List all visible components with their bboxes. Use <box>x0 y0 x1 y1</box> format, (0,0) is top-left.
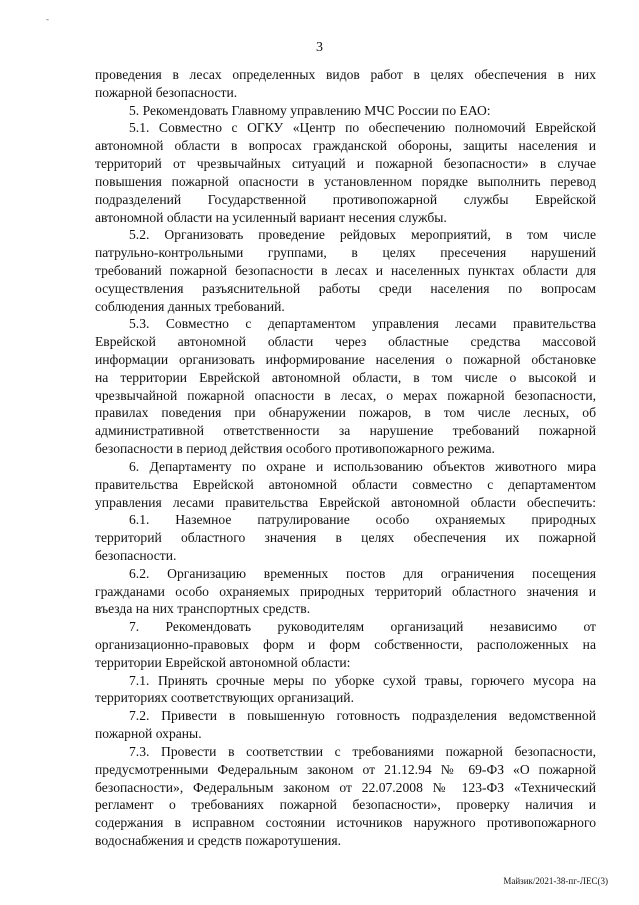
text-line: управления лесами правительства Еврейской автономной области обеспечить: <box>95 494 596 510</box>
text-line: территорий от чрезвычайных ситуаций и пожарной безопасности» в случае <box>95 156 596 172</box>
text-line: территориях соответствующих организаций. <box>95 690 354 706</box>
document-body <box>95 66 596 850</box>
text-line: правилах поведения при обнаружении пожаров, в том числе лесных, об <box>95 405 596 421</box>
text-line: 5.3. Совместно с департаментом управления лесами правительства <box>129 316 596 332</box>
text-line: организационно-правовых форм и форм собственности, расположенных на <box>95 637 596 652</box>
text-line: административной ответственности за нарушение требований пожарной <box>95 423 596 439</box>
corner-mark: - <box>46 14 49 24</box>
text-line: регламент о требованиях пожарной безопасности», проверку наличия и <box>95 797 596 813</box>
text-line: 7.2. Привести в повышенную готовность подразделения ведомственной <box>129 708 596 724</box>
text-line: повышения пожарной опасности в установленном порядке выполнить перевод <box>95 173 596 189</box>
text-line: на территории Еврейской автономной области, в том числе о высокой и <box>95 369 596 385</box>
text-line: пожарной безопасности. <box>95 84 238 100</box>
text-line: водоснабжения и средств пожаротушения. <box>95 832 342 848</box>
footer-reference: Майзик/2021-38-пг-ЛЕС(3) <box>503 876 608 886</box>
page-number: 3 <box>316 40 323 55</box>
text-line: проведения в лесах определенных видов работ в целях обеспечения в них <box>95 67 596 82</box>
text-line: 7.3. Провести в соответствии с требованиями пожарной безопасности, <box>129 743 596 759</box>
text-line: подразделений Государственной противопожарной службы Еврейской <box>95 191 596 207</box>
text-line: 7.1. Принять срочные меры по уборке сухой травы, горючего мусора на <box>129 672 596 688</box>
text-line: 5.1. Совместно с ОГКУ «Центр по обеспечению полномочий Еврейской <box>129 120 596 136</box>
text-line: соблюдения данных требований. <box>95 298 285 314</box>
text-line: въезда на них транспортных средств. <box>95 601 311 617</box>
text-line: информации организовать информирование населения о пожарной обстановке <box>95 352 596 367</box>
text-line: 6. Департаменту по охране и использованию объектов животного мира <box>129 458 596 474</box>
text-line: автономной области на усиленный вариант несения службы. <box>95 209 447 225</box>
text-line: осуществления разъяснительной работы среди населения по вопросам <box>95 280 596 296</box>
text-line: безопасности», Федеральным законом от 22.07.2008 № 123-ФЗ «Технический <box>95 779 596 795</box>
text-line: Еврейской автономной области через областные средства массовой <box>95 334 596 350</box>
text-line: территории Еврейской автономной области: <box>95 654 351 670</box>
text-line: содержания в исправном состоянии источников наружного противопожарного <box>95 815 596 831</box>
text-line: безопасности в период действия особого противопожарного режима. <box>95 441 495 457</box>
text-line: гражданами особо охраняемых природных территорий областного значения и <box>95 583 596 599</box>
text-line: 6.2. Организацию временных постов для ограничения посещения <box>129 565 596 581</box>
text-line: автономной области в вопросах гражданской обороны, защиты населения и <box>95 138 596 154</box>
text-line: пожарной охраны. <box>95 726 202 742</box>
text-line: территорий областного значения в целях обеспечения их пожарной <box>95 530 596 546</box>
text-line: патрульно-контрольными группами, в целях пресечения нарушений <box>95 245 596 261</box>
text-line: чрезвычайной пожарной опасности в лесах, о мерах пожарной безопасности, <box>95 387 596 403</box>
text-line: 6.1. Наземное патрулирование особо охраняемых природных <box>129 512 596 528</box>
text-line: 5. Рекомендовать Главному управлению МЧС России по ЕАО: <box>129 102 491 118</box>
text-line: 5.2. Организовать проведение рейдовых мероприятий, в том числе <box>129 227 596 243</box>
text-line: 7. Рекомендовать руководителям организаций независимо от <box>129 619 596 635</box>
text-line: требований пожарной безопасности в лесах и населенных пунктах области для <box>95 262 596 278</box>
text-line: безопасности. <box>95 547 177 563</box>
text-line: предусмотренными Федеральным законом от 21.12.94 № 69-ФЗ «О пожарной <box>95 761 596 777</box>
text-line: правительства Еврейской автономной области совместно с департаментом <box>95 476 596 492</box>
